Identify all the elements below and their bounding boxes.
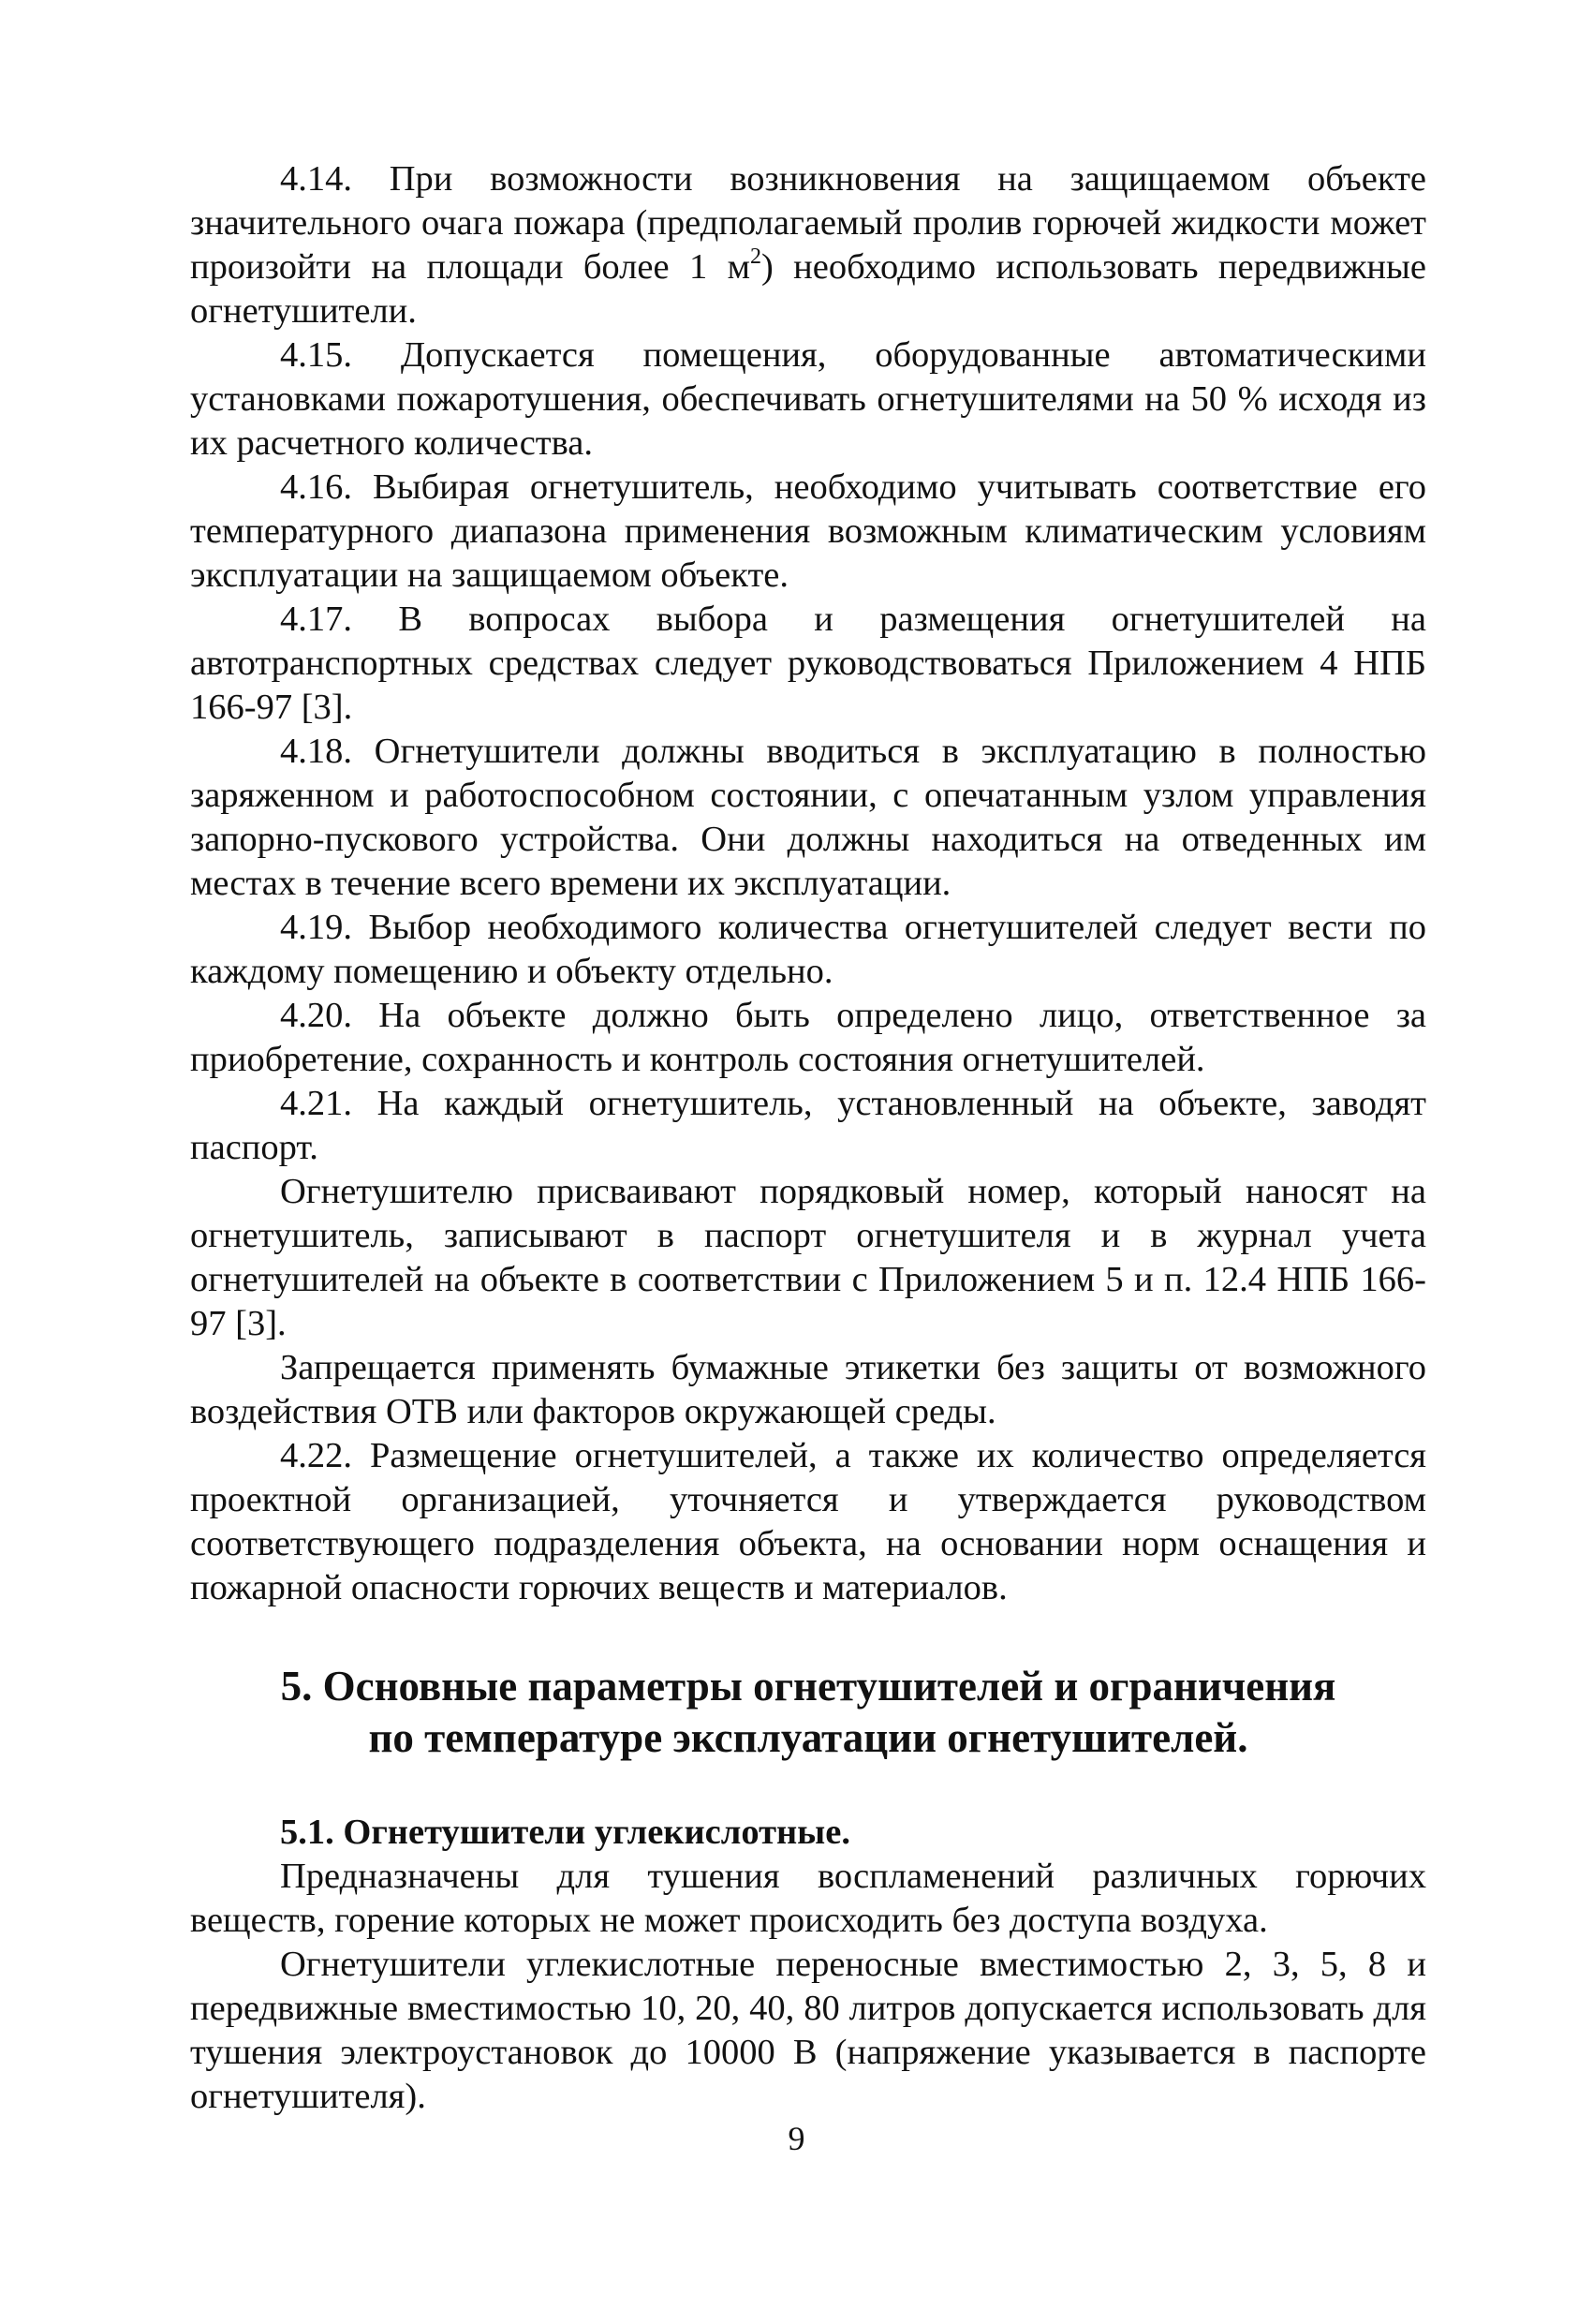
section-title <box>190 1661 1426 1764</box>
paragraph-4-19: 4.19. Выбор необходимого количества огнетушителей следует вести по каждому помещению и объекту отдельно. <box>190 908 1426 991</box>
page-content <box>190 157 1426 2119</box>
paragraph-5-1-purpose: Предназначены для тушения воспламенений различных горючих веществ, горение которых не может происходить без доступа воздуха. <box>190 1857 1426 1940</box>
paragraph-4-15: 4.15. Допускается помещения, оборудованные автоматическими установками пожаротушения, обеспечивать огнетушителями на 50 % исходя из их расчетного количества. <box>190 335 1426 463</box>
section-title-line-2: по температуре эксплуатации огнетушителей. <box>368 1714 1248 1761</box>
subsection-title: 5.1. Огнетушители углекислотные. <box>280 1813 850 1852</box>
paragraph-4-18: 4.18. Огнетушители должны вводиться в эксплуатацию в полностью заряженном и работоспособном состоянии, с опечатанным узлом управления запорно-пускового устройства. Они должны находиться на отведенных им местах в течение всего времени их эксплуатации. <box>190 732 1426 903</box>
paragraph-4-22: 4.22. Размещение огнетушителей, а также их количество определяется проектной организацией, уточняется и утверждается руководством соответствующего подразделения объекта, на основании норм оснащения и пожарной опасности горючих веществ и материалов. <box>190 1436 1426 1607</box>
paragraph-4-16: 4.16. Выбирая огнетушитель, необходимо учитывать соответствие его температурного диапазона применения возможным климатическим условиям эксплуатации на защищаемом объекте. <box>190 467 1426 595</box>
paragraph-4-17: 4.17. В вопросах выбора и размещения огнетушителей на автотранспортных средствах следует руководствоваться Приложением 4 НПБ 166-97 [3]. <box>190 600 1426 727</box>
section-title-line-1: 5. Основные параметры огнетушителей и ограничения <box>280 1663 1336 1710</box>
paragraph-4-21-numbering: Огнетушителю присваивают порядковый номер, который наносят на огнетушитель, записывают в паспорт огнетушителя и в журнал учета огнетушителей на объекте в соответствии с Приложением 5 и п. 12.4 НПБ 166-97 [3]. <box>190 1172 1426 1343</box>
paragraph-4-21: 4.21. На каждый огнетушитель, установленный на объекте, заводят паспорт. <box>190 1084 1426 1167</box>
page-number: 9 <box>788 2120 805 2157</box>
superscript-2: 2 <box>749 244 761 269</box>
paragraph-4-21-labels: Запрещается применять бумажные этикетки без защиты от возможного воздействия ОТВ или факторов окружающей среды. <box>190 1348 1426 1431</box>
paragraph-5-1-capacity: Огнетушители углекислотные переносные вместимостью 2, 3, 5, 8 и передвижные вместимостью 10, 20, 40, 80 литров допускается использовать для тушения электроустановок до 10000 В (напряжение указывается в паспорте огнетушителя). <box>190 1945 1426 2116</box>
paragraph-4-14: 4.14. При возможности возникновения на защищаемом объекте значительного очага пожара (предполагаемый пролив горючей жидкости может произойти на площади более 1 $м^2$) необходимо использовать передвижные огнетушители. <box>190 159 1426 331</box>
paragraph-4-20: 4.20. На объекте должно быть определено лицо, ответственное за приобретение, сохранность и контроль состояния огнетушителей. <box>190 996 1426 1079</box>
